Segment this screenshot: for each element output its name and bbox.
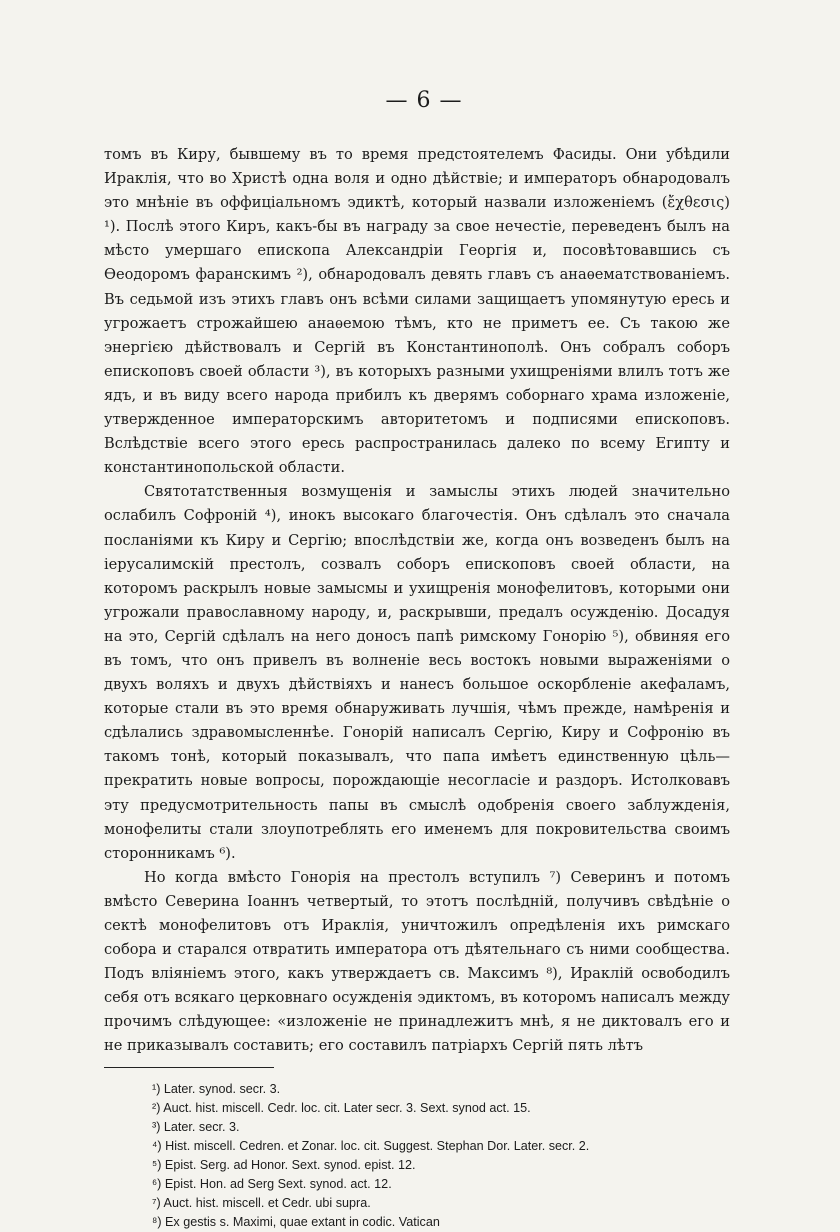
paragraph-3: Но когда вмѣсто Гонорія на престолъ вступилъ ⁷) Северинъ и потомъ вмѣсто Северина Іоаннъ четвертый, то этотъ послѣдній, получивъ свѣдѣніе о сектѣ монофелитовъ отъ Ираклія, уничтожилъ опредѣленія ихъ римскаго собора и старался отвратить императора отъ дѣятельнаго съ ними сообщества. Подъ вліяніемъ этого, какъ утверждаетъ св. Максимъ ⁸), Ираклій освободилъ себя отъ всякаго церковнаго осужденія эдиктомъ, въ которомъ написалъ между прочимъ слѣдующее: «изложеніе не принадлежитъ мнѣ, я не диктовалъ его и не приказывалъ составить; его составилъ патріархъ Сергій пять лѣтъ <box>104 868 730 1055</box>
footnotes <box>104 1080 730 1232</box>
footnote-6: ⁶) Epist. Hon. ad Serg Sext. synod. act. 12. <box>152 1176 392 1191</box>
footnote-7: ⁷) Auct. hist. miscell. et Cedr. ubi supra. <box>152 1195 371 1210</box>
body-text <box>104 143 730 1059</box>
paragraph-2: Святотатственныя возмущенія и замыслы этихъ людей значительно ослабилъ Софроній ⁴), инокъ высокаго благочестія. Онъ сдѣлалъ это сначала посланіями къ Киру и Сергію; впослѣдствіи же, когда онъ возведенъ былъ на іерусалимскій престолъ, созвалъ соборъ епископовъ своей области, на которомъ раскрылъ новые замысмы и ухищренія монофелитовъ, которыми они угрожали православному народу, и, раскрывши, предалъ осужденію. Досадуя на это, Сергій сдѣлалъ на него доносъ папѣ римскому Гонорію ⁵), обвиняя его въ томъ, что онъ привелъ въ волненіе весь востокъ новыми выраженіями о двухъ воляхъ и двухъ дѣйствіяхъ и нанесъ большое оскорбленіе акефаламъ, которые стали въ это время обнаруживать лучшія, чѣмъ прежде, намѣренія и сдѣлались здравомысленнѣе. Гонорій написалъ Сергію, Киру и Софронію въ такомъ тонѣ, который показывалъ, что папа имѣетъ единственную цѣль—прекратить новые вопросы, порождающіе несогласіе и раздоръ. Истолковавъ эту предусмотрительность папы въ смыслѣ одобренія своего заблужденія, монофелиты стали злоупотреблять его именемъ для покровительства своимъ сторонникамъ ⁶). <box>104 483 730 862</box>
footnote-4: ⁴) Hist. miscell. Cedren. et Zonar. loc. cit. Suggest. Stephan Dor. Later. secr. 2. <box>152 1138 590 1153</box>
footnote-5: ⁵) Epist. Serg. ad Honor. Sext. synod. epist. 12. <box>152 1157 416 1172</box>
footnote-8: ⁸) Ex gestis s. Maximi, quae extant in codic. Vatican <box>152 1214 440 1229</box>
footnote-divider <box>104 1067 274 1068</box>
page-number: — 6 — <box>385 88 463 113</box>
footnote-3: ³) Later. secr. 3. <box>152 1119 240 1134</box>
paragraph-1: томъ въ Киру, бывшему въ то время предстоятелемъ Фасиды. Они убѣдили Ираклія, что во Христѣ одна воля и одно дѣйствіе; и императоръ обнародовалъ это мнѣніе въ оффиціальномъ эдиктѣ, который назвали изложеніемъ (ἔχθεσις) ¹). Послѣ этого Киръ, какъ-бы въ награду за свое нечестіе, переведенъ былъ на мѣсто умершаго епископа Александріи Георгія и, посовѣтовавшись съ Ѳеодоромъ фаранскимъ ²), обнародовалъ девять главъ съ анаѳематствованіемъ. Въ седьмой изъ этихъ главъ онъ всѣми силами защищаетъ упомянутую ересь и угрожаетъ строжайшею анаѳемою тѣмъ, кто не приметъ ее. Съ такою же энергією дѣйствовалъ и Сергій въ Константинополѣ. Онъ собралъ соборъ епископовъ своей области ³), въ которыхъ разными ухищреніями влилъ тотъ же ядъ, и въ виду всего народа прибилъ къ дверямъ соборнаго храма изложеніе, утвержденное императорскимъ авторитетомъ и подписями епископовъ. Вслѣдствіе всего этого ересь распространилась далеко по всему Египту и константинопольской области. <box>104 146 730 477</box>
footnote-2: ²) Auct. hist. miscell. Cedr. loc. cit. Later secr. 3. Sext. synod act. 15. <box>152 1100 531 1115</box>
footnote-1: ¹) Later. synod. secr. 3. <box>152 1081 281 1096</box>
